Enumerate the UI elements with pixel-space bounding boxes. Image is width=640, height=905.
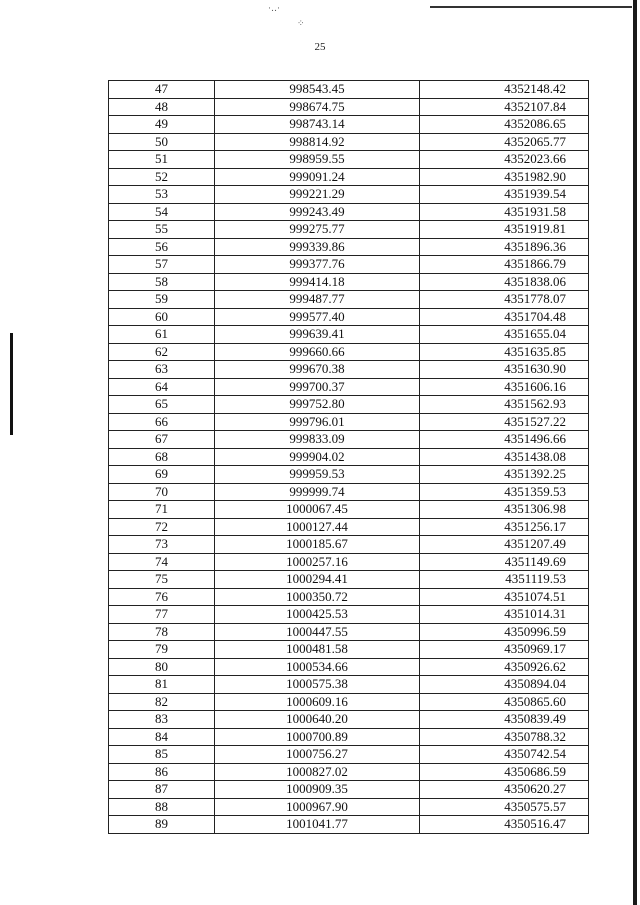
point-number-cell: 47 [109, 81, 215, 99]
y-coordinate-cell: 4350686.59 [420, 763, 589, 781]
table-row [109, 816, 589, 834]
x-coordinate-cell: 999577.40 [215, 308, 420, 326]
x-coordinate-cell: 1000534.66 [215, 658, 420, 676]
y-coordinate-cell: 4352086.65 [420, 116, 589, 134]
point-number-cell: 86 [109, 763, 215, 781]
x-coordinate-cell: 999487.77 [215, 291, 420, 309]
x-coordinate-cell: 1000185.67 [215, 536, 420, 554]
y-coordinate-cell: 4350742.54 [420, 746, 589, 764]
point-number-cell: 80 [109, 658, 215, 676]
point-number-cell: 68 [109, 448, 215, 466]
point-number-cell: 73 [109, 536, 215, 554]
x-coordinate-cell: 1000127.44 [215, 518, 420, 536]
y-coordinate-cell: 4350996.59 [420, 623, 589, 641]
point-number-cell: 49 [109, 116, 215, 134]
y-coordinate-cell: 4351704.48 [420, 308, 589, 326]
table-row [109, 343, 589, 361]
x-coordinate-cell: 1000294.41 [215, 571, 420, 589]
y-coordinate-cell: 4351438.08 [420, 448, 589, 466]
scan-speck: ·‥· [268, 3, 280, 13]
point-number-cell: 55 [109, 221, 215, 239]
point-number-cell: 74 [109, 553, 215, 571]
point-number-cell: 54 [109, 203, 215, 221]
point-number-cell: 58 [109, 273, 215, 291]
coordinates-table [108, 80, 589, 834]
y-coordinate-cell: 4350788.32 [420, 728, 589, 746]
point-number-cell: 64 [109, 378, 215, 396]
y-coordinate-cell: 4350516.47 [420, 816, 589, 834]
point-number-cell: 65 [109, 396, 215, 414]
x-coordinate-cell: 999339.86 [215, 238, 420, 256]
table-row [109, 326, 589, 344]
table-row [109, 518, 589, 536]
x-coordinate-cell: 999243.49 [215, 203, 420, 221]
x-coordinate-cell: 999796.01 [215, 413, 420, 431]
point-number-cell: 88 [109, 798, 215, 816]
point-number-cell: 67 [109, 431, 215, 449]
table-row [109, 203, 589, 221]
x-coordinate-cell: 999833.09 [215, 431, 420, 449]
y-coordinate-cell: 4351562.93 [420, 396, 589, 414]
point-number-cell: 63 [109, 361, 215, 379]
y-coordinate-cell: 4351256.17 [420, 518, 589, 536]
y-coordinate-cell: 4351931.58 [420, 203, 589, 221]
y-coordinate-cell: 4351496.66 [420, 431, 589, 449]
y-coordinate-cell: 4351919.81 [420, 221, 589, 239]
table-row [109, 186, 589, 204]
y-coordinate-cell: 4351866.79 [420, 256, 589, 274]
point-number-cell: 51 [109, 151, 215, 169]
table-row [109, 308, 589, 326]
table-row [109, 81, 589, 99]
point-number-cell: 57 [109, 256, 215, 274]
point-number-cell: 71 [109, 501, 215, 519]
y-coordinate-cell: 4350839.49 [420, 711, 589, 729]
page-number: 25 [314, 41, 326, 53]
y-coordinate-cell: 4350926.62 [420, 658, 589, 676]
table-row [109, 711, 589, 729]
table-row [109, 606, 589, 624]
table-row [109, 98, 589, 116]
point-number-cell: 70 [109, 483, 215, 501]
y-coordinate-cell: 4351635.85 [420, 343, 589, 361]
point-number-cell: 76 [109, 588, 215, 606]
table-row [109, 693, 589, 711]
x-coordinate-cell: 1000447.55 [215, 623, 420, 641]
y-coordinate-cell: 4351119.53 [420, 571, 589, 589]
table-row [109, 256, 589, 274]
table-row [109, 116, 589, 134]
x-coordinate-cell: 998674.75 [215, 98, 420, 116]
x-coordinate-cell: 999959.53 [215, 466, 420, 484]
table-row [109, 501, 589, 519]
x-coordinate-cell: 999091.24 [215, 168, 420, 186]
x-coordinate-cell: 1000756.27 [215, 746, 420, 764]
x-coordinate-cell: 999221.29 [215, 186, 420, 204]
x-coordinate-cell: 999904.02 [215, 448, 420, 466]
table-row [109, 151, 589, 169]
y-coordinate-cell: 4351606.16 [420, 378, 589, 396]
y-coordinate-cell: 4350865.60 [420, 693, 589, 711]
y-coordinate-cell: 4350575.57 [420, 798, 589, 816]
x-coordinate-cell: 1000640.20 [215, 711, 420, 729]
y-coordinate-cell: 4351778.07 [420, 291, 589, 309]
point-number-cell: 56 [109, 238, 215, 256]
y-coordinate-cell: 4350894.04 [420, 676, 589, 694]
x-coordinate-cell: 999670.38 [215, 361, 420, 379]
y-coordinate-cell: 4351014.31 [420, 606, 589, 624]
point-number-cell: 81 [109, 676, 215, 694]
point-number-cell: 50 [109, 133, 215, 151]
y-coordinate-cell: 4351896.36 [420, 238, 589, 256]
y-coordinate-cell: 4351392.25 [420, 466, 589, 484]
table-row [109, 448, 589, 466]
table-row [109, 483, 589, 501]
y-coordinate-cell: 4351655.04 [420, 326, 589, 344]
table-row [109, 553, 589, 571]
point-number-cell: 82 [109, 693, 215, 711]
x-coordinate-cell: 1000967.90 [215, 798, 420, 816]
table-row [109, 746, 589, 764]
y-coordinate-cell: 4351359.53 [420, 483, 589, 501]
point-number-cell: 85 [109, 746, 215, 764]
x-coordinate-cell: 998743.14 [215, 116, 420, 134]
table-row [109, 781, 589, 799]
y-coordinate-cell: 4352065.77 [420, 133, 589, 151]
point-number-cell: 79 [109, 641, 215, 659]
x-coordinate-cell: 998543.45 [215, 81, 420, 99]
point-number-cell: 60 [109, 308, 215, 326]
y-coordinate-cell: 4351149.69 [420, 553, 589, 571]
point-number-cell: 87 [109, 781, 215, 799]
point-number-cell: 59 [109, 291, 215, 309]
table-row [109, 536, 589, 554]
scan-edge-line [430, 6, 632, 8]
table-row [109, 431, 589, 449]
x-coordinate-cell: 1000909.35 [215, 781, 420, 799]
point-number-cell: 62 [109, 343, 215, 361]
x-coordinate-cell: 999275.77 [215, 221, 420, 239]
table-row [109, 238, 589, 256]
x-coordinate-cell: 1000575.38 [215, 676, 420, 694]
x-coordinate-cell: 999660.66 [215, 343, 420, 361]
scan-speck: ⁘ [297, 18, 305, 28]
y-coordinate-cell: 4351630.90 [420, 361, 589, 379]
table-row [109, 378, 589, 396]
y-coordinate-cell: 4350620.27 [420, 781, 589, 799]
x-coordinate-cell: 1000609.16 [215, 693, 420, 711]
x-coordinate-cell: 999752.80 [215, 396, 420, 414]
table-row [109, 396, 589, 414]
x-coordinate-cell: 1001041.77 [215, 816, 420, 834]
table-row [109, 361, 589, 379]
table-row [109, 623, 589, 641]
x-coordinate-cell: 1000350.72 [215, 588, 420, 606]
table-row [109, 763, 589, 781]
point-number-cell: 78 [109, 623, 215, 641]
coordinates-table-body [109, 81, 589, 834]
x-coordinate-cell: 998959.55 [215, 151, 420, 169]
table-row [109, 641, 589, 659]
table-row [109, 728, 589, 746]
y-coordinate-cell: 4352148.42 [420, 81, 589, 99]
scan-edge-bar [633, 0, 637, 905]
point-number-cell: 52 [109, 168, 215, 186]
point-number-cell: 69 [109, 466, 215, 484]
x-coordinate-cell: 1000067.45 [215, 501, 420, 519]
x-coordinate-cell: 1000481.58 [215, 641, 420, 659]
scan-margin-bar [10, 333, 13, 435]
point-number-cell: 75 [109, 571, 215, 589]
y-coordinate-cell: 4351207.49 [420, 536, 589, 554]
x-coordinate-cell: 1000827.02 [215, 763, 420, 781]
x-coordinate-cell: 1000257.16 [215, 553, 420, 571]
y-coordinate-cell: 4352107.84 [420, 98, 589, 116]
point-number-cell: 77 [109, 606, 215, 624]
table-row [109, 221, 589, 239]
y-coordinate-cell: 4352023.66 [420, 151, 589, 169]
table-row [109, 273, 589, 291]
point-number-cell: 48 [109, 98, 215, 116]
x-coordinate-cell: 999377.76 [215, 256, 420, 274]
table-row [109, 798, 589, 816]
y-coordinate-cell: 4351982.90 [420, 168, 589, 186]
x-coordinate-cell: 999639.41 [215, 326, 420, 344]
y-coordinate-cell: 4351939.54 [420, 186, 589, 204]
table-row [109, 676, 589, 694]
y-coordinate-cell: 4350969.17 [420, 641, 589, 659]
table-row [109, 133, 589, 151]
point-number-cell: 61 [109, 326, 215, 344]
y-coordinate-cell: 4351074.51 [420, 588, 589, 606]
point-number-cell: 83 [109, 711, 215, 729]
x-coordinate-cell: 999414.18 [215, 273, 420, 291]
y-coordinate-cell: 4351306.98 [420, 501, 589, 519]
table-row [109, 588, 589, 606]
point-number-cell: 89 [109, 816, 215, 834]
point-number-cell: 72 [109, 518, 215, 536]
x-coordinate-cell: 1000425.53 [215, 606, 420, 624]
point-number-cell: 66 [109, 413, 215, 431]
table-row [109, 571, 589, 589]
table-row [109, 291, 589, 309]
x-coordinate-cell: 999999.74 [215, 483, 420, 501]
table-row [109, 168, 589, 186]
point-number-cell: 84 [109, 728, 215, 746]
table-row [109, 466, 589, 484]
y-coordinate-cell: 4351838.06 [420, 273, 589, 291]
x-coordinate-cell: 1000700.89 [215, 728, 420, 746]
x-coordinate-cell: 998814.92 [215, 133, 420, 151]
x-coordinate-cell: 999700.37 [215, 378, 420, 396]
table-row [109, 413, 589, 431]
point-number-cell: 53 [109, 186, 215, 204]
table-row [109, 658, 589, 676]
y-coordinate-cell: 4351527.22 [420, 413, 589, 431]
